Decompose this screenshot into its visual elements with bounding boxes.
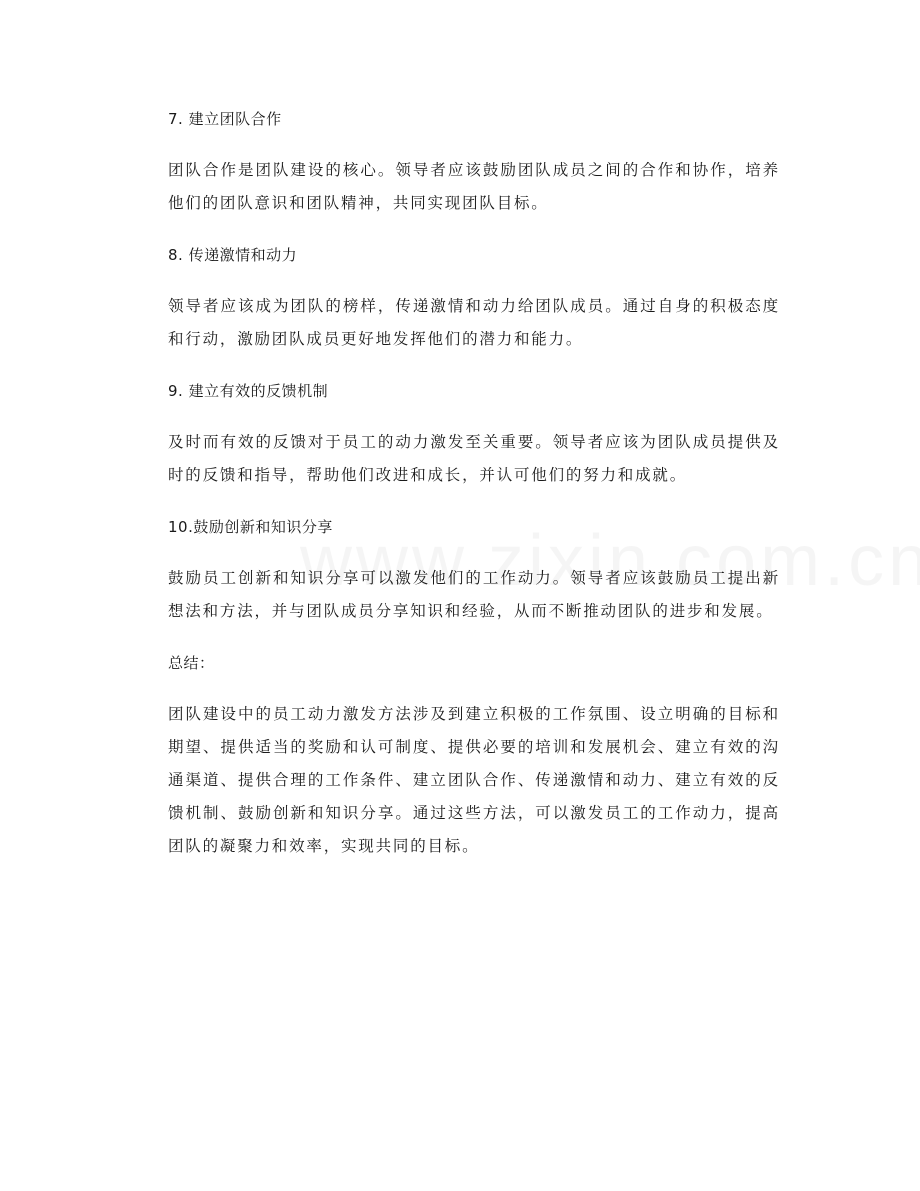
section-heading-9: 9. 建立有效的反馈机制 bbox=[168, 382, 329, 400]
section-paragraph-8: 领导者应该成为团队的榜样，传递激情和动力给团队成员。通过自身的积极态度和行动，激励团队成员更好地发挥他们的潜力和能力。 bbox=[168, 297, 780, 348]
summary-paragraph: 团队建设中的员工动力激发方法涉及到建立积极的工作氛围、设立明确的目标和期望、提供适当的奖励和认可制度、提供必要的培训和发展机会、建立有效的沟通渠道、提供合理的工作条件、建立团队合作、传递激情和动力、建立有效的反馈机制、鼓励创新和知识分享。通过这些方法，可以激发员工的工作动力，提高团队的凝聚力和效率，实现共同的目标。 bbox=[168, 705, 780, 855]
section-paragraph-10: 鼓励员工创新和知识分享可以激发他们的工作动力。领导者应该鼓励员工提出新想法和方法，并与团队成员分享知识和经验，从而不断推动团队的进步和发展。 bbox=[168, 569, 780, 620]
section-heading-7: 7. 建立团队合作 bbox=[168, 110, 282, 128]
section-heading-8: 8. 传递激情和动力 bbox=[168, 246, 298, 264]
section-paragraph-7: 团队合作是团队建设的核心。领导者应该鼓励团队成员之间的合作和协作，培养他们的团队意识和团队精神，共同实现团队目标。 bbox=[168, 161, 780, 212]
section-paragraph-9: 及时而有效的反馈对于员工的动力激发至关重要。领导者应该为团队成员提供及时的反馈和指导，帮助他们改进和成长，并认可他们的努力和成就。 bbox=[168, 433, 780, 484]
section-heading-10: 10.鼓励创新和知识分享 bbox=[168, 518, 333, 536]
document-body bbox=[168, 104, 780, 883]
summary-heading: 总结： bbox=[168, 654, 215, 672]
